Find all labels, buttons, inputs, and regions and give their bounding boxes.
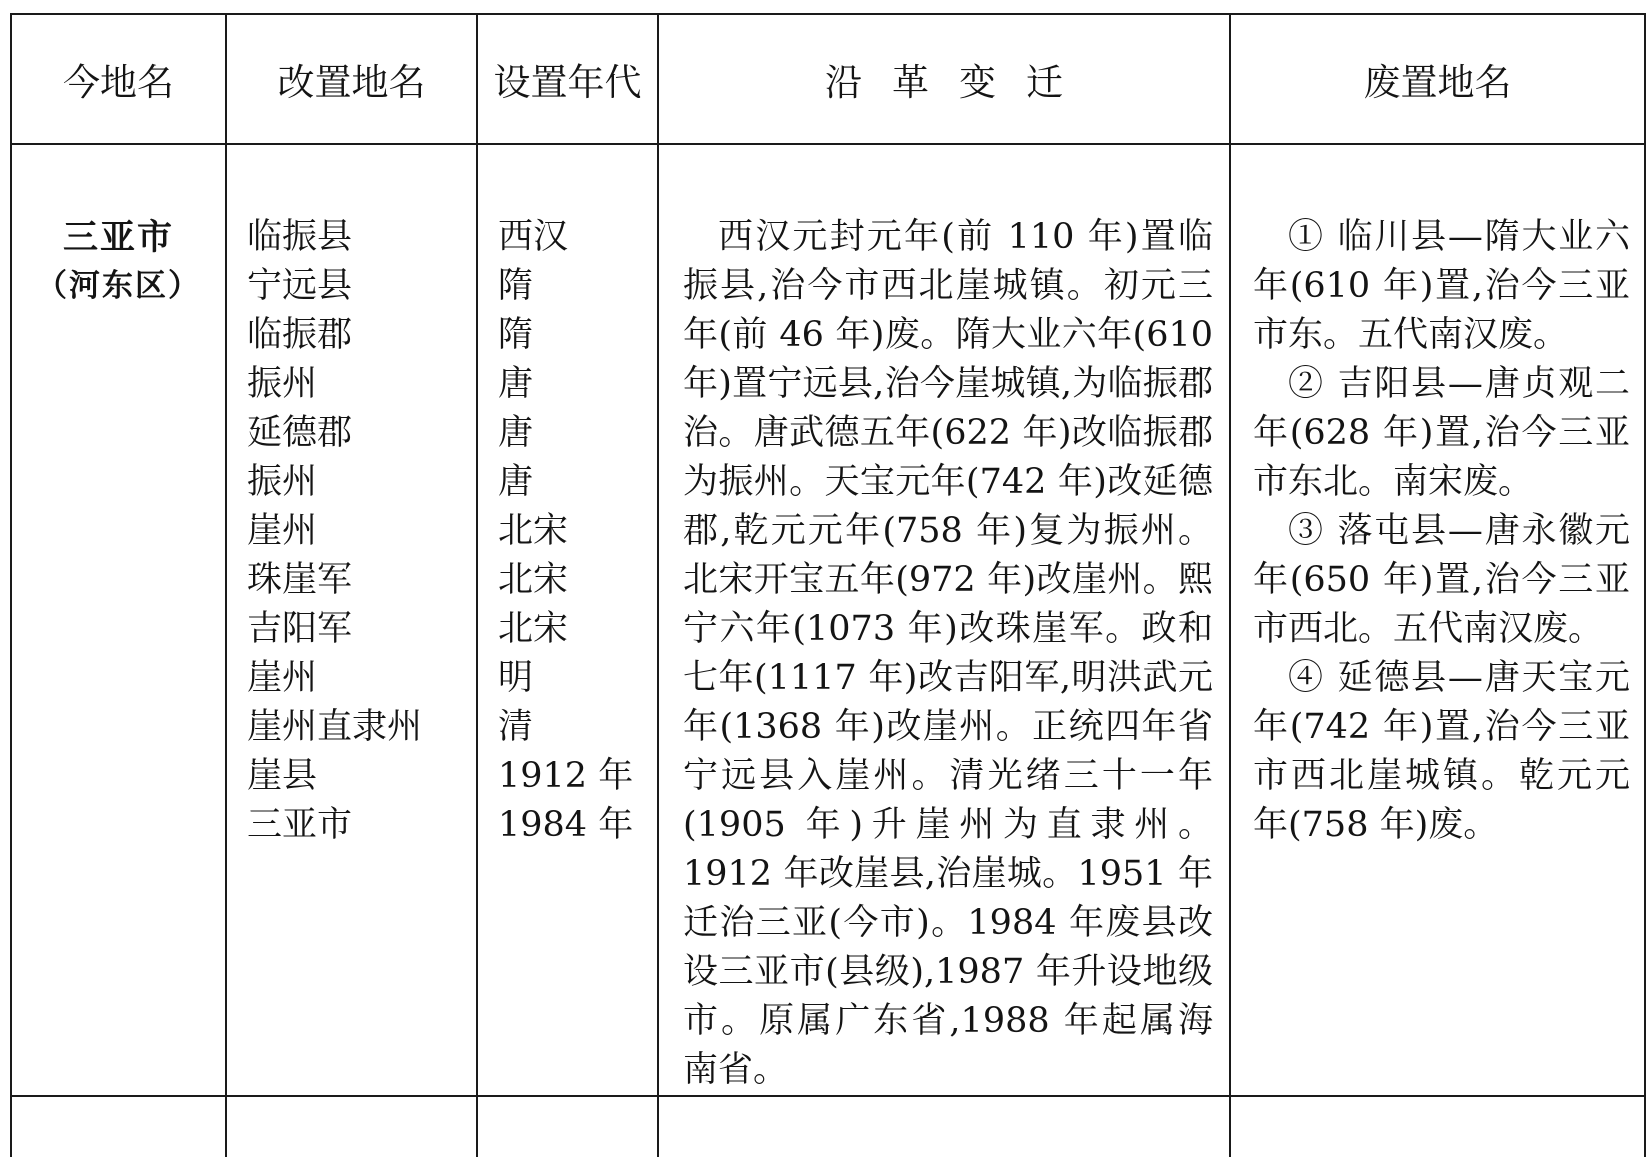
table-row [11,144,1645,1096]
header-established-era: 设置年代 [477,14,658,144]
header-current-name: 今地名 [11,14,226,144]
era-item: 西汉 [498,217,569,257]
header-abolished-names: 废置地名 [1230,14,1645,144]
era-item: 1912 年 [498,756,634,796]
renamed-name-item: 崖州 [247,658,318,698]
header-row [11,14,1645,144]
place-name-history-table [10,13,1646,1157]
renamed-name-item: 三亚市 [247,805,353,845]
renamed-name-item: 崖州直隶州 [247,707,423,747]
renamed-name-item: 珠崖军 [247,560,353,600]
renamed-name-item: 临振郡 [247,315,353,355]
renamed-name-item: 延德郡 [247,413,353,453]
header-evolution: 沿革变迁 [658,14,1230,144]
abolished-item: ③ 落屯县—唐永徽元年(650 年)置,治今三亚市西北。五代南汉废。 [1253,511,1630,649]
abolished-item: ④ 延德县—唐天宝元年(742 年)置,治今三亚市西北崖城镇。乾元元年(758 年)废。 [1253,658,1630,845]
renamed-name-item: 临振县 [247,217,353,257]
cell-abolished [1230,144,1645,1096]
era-item: 北宋 [498,511,569,551]
era-item: 隋 [498,315,534,355]
era-item: 唐 [498,364,534,404]
evolution-text: 西汉元封元年(前 110 年)置临振县,治今市西北崖城镇。初元三年(前 46 年)废。隋大业六年(610 年)置宁远县,治今崖城镇,为临振郡治。唐武德五年(622 年)改临振郡为振州。天宝元年(742 年)改延德郡,乾元元年(758 年)复为振州。北宋开宝五年(972 年)改崖州。熙宁六年(1073 年)改珠崖军。政和七年(1117 年)改吉阳军,明洪武元年(1368 年)改崖州。正统四年省宁远县入崖州。清光绪三十一年(1905 年)升崖州为直隶州。1912 年改崖县,治崖城。1951 年迁治三亚(今市)。1984 年废县改设三亚市(县级),1987 年升设地级市。原属广东省,1988 年起属海南省。 [683,217,1213,1090]
abolished-list [1231,145,1644,850]
header-renamed-names: 改置地名 [226,14,477,144]
era-item: 唐 [498,413,534,453]
cell-current-name [11,144,226,1096]
cell-evolution [658,144,1230,1096]
renamed-name-item: 吉阳军 [247,609,353,649]
era-item: 北宋 [498,560,569,600]
renamed-name-item: 宁远县 [247,266,353,306]
renamed-name-item: 崖州 [247,511,318,551]
cell-eras [477,144,658,1096]
current-name: 三亚市 [62,217,174,258]
era-item: 清 [498,707,534,747]
era-item: 隋 [498,266,534,306]
renamed-name-item: 振州 [247,462,318,502]
abolished-item: ② 吉阳县—唐贞观二年(628 年)置,治今三亚市东北。南宋废。 [1253,364,1630,502]
era-item: 唐 [498,462,534,502]
renamed-name-list [227,145,476,850]
era-item: 北宋 [498,609,569,649]
era-item: 1984 年 [498,805,634,845]
era-item: 明 [498,658,534,698]
abolished-item: ① 临川县—隋大业六年(610 年)置,治今三亚市东。五代南汉废。 [1253,217,1630,355]
era-list [478,145,657,850]
renamed-name-item: 振州 [247,364,318,404]
table-row-next [11,1096,1645,1157]
cell-renamed-names [226,144,477,1096]
renamed-name-item: 崖县 [247,756,318,796]
current-name-district: （河东区） [36,268,201,304]
